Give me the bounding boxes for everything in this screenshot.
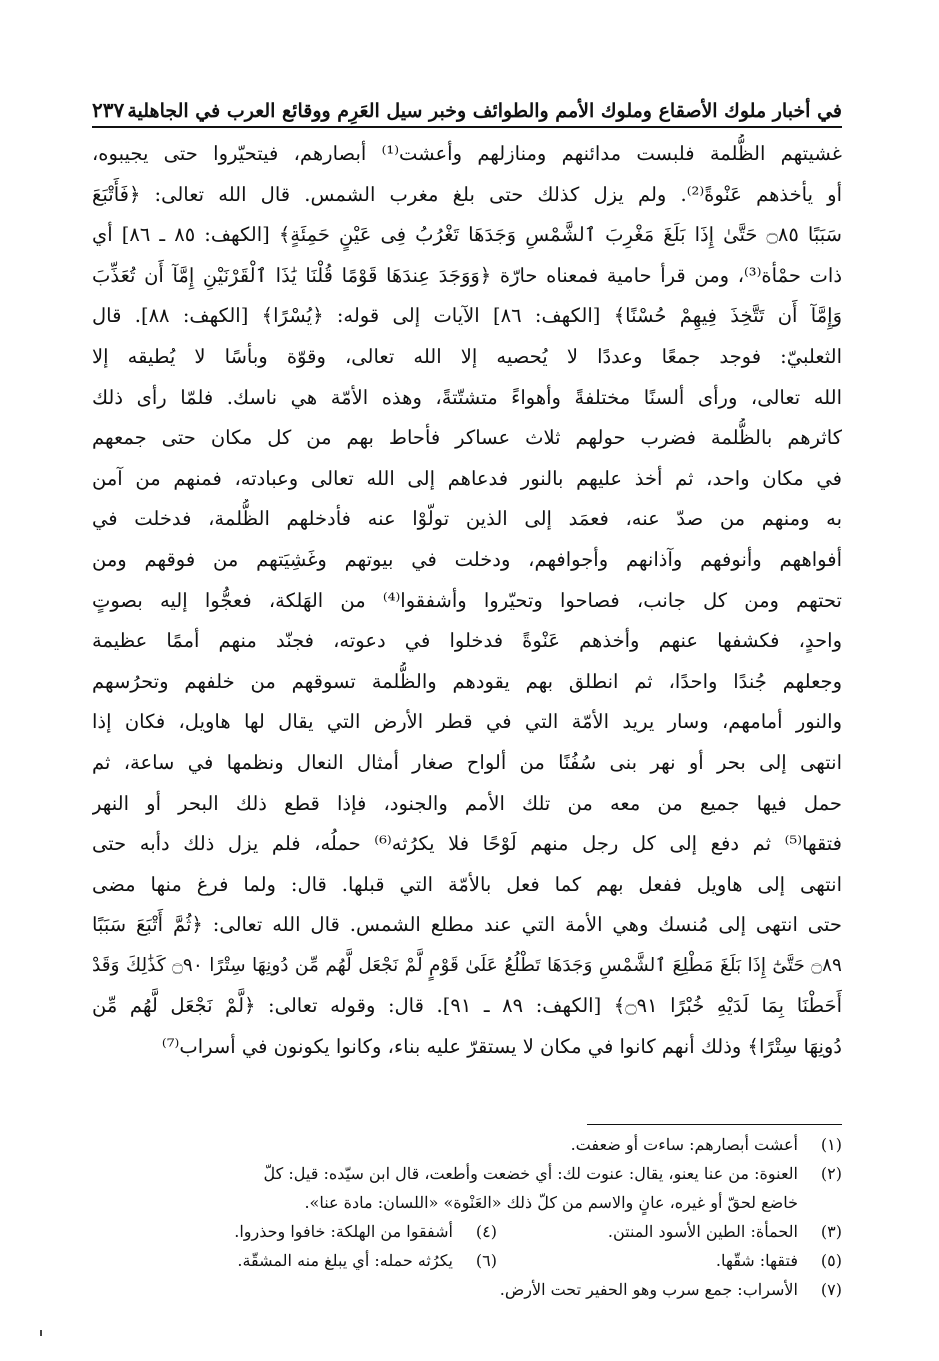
footnote (264, 1159, 842, 1188)
page-number: ٢٣٧ (92, 98, 125, 122)
text-line: الثعلبيّ: فوجد جمعًا وعددًا لا يُحصيه إلا الله تعالى، وقوّة وبأسًا لا يُطيقه إلا (92, 344, 842, 368)
footnote-text: الأسراب: جمع سرب وهو الحفير تحت الأرض. (499, 1280, 798, 1299)
footnote-row (92, 1275, 842, 1304)
footnote (500, 1275, 842, 1304)
footnote-text: الحمأة: الطين الأسود المنتن. (607, 1222, 798, 1241)
footnote-number: (٥) (820, 1251, 842, 1270)
header-title: في أخبار ملوك الأصقاع وملوك الأمم والطوائف وخبر سيل العَرِم ووقائع العرب في الجاهلية (127, 100, 842, 122)
text-line: الله تعالى، ورأى ألسنًا مختلفةً وأهواءً متشتّتةً، وهذه الأمّة هي ناسك. فلمّا رأى ذلك (92, 385, 842, 409)
footnote (497, 1217, 842, 1246)
footnote (234, 1217, 497, 1246)
footnote-text: العنوة: من عنا يعنو، يقال: عنوت لك: أي خضعت وأطعت، قال ابن سيّده: قيل: كلّ (263, 1164, 798, 1183)
footnote-text: يكرُثه حمله: أي يبلغ منه المشقّة. (237, 1251, 453, 1270)
text-line: والنور أمامهم، وسار يريد الأمّة التي في قطر الأرض التي يقال لها هاويل، فكان إذا (92, 710, 842, 734)
text-line: ذات حمْأة⁽³⁾، ومن قرأ حامية فمعناه حارّة ﴿وَوَجَدَ عِندَهَا قَوْمًا قُلْنَا يَٰذَا ٱلْقَرْنَيْنِ إِمَّآ أَن تُعَذِّبَ (92, 263, 842, 287)
text-line: فتقها⁽⁵⁾ ثم دفع إلى كل رجل منهم لَوْحًا فلا يكرُثه⁽⁶⁾ حملُه، فلم يزل ذلك دأبه حتى (92, 832, 842, 856)
footnote-text: أشفقوا من الهلكة: خافوا وحذروا. (234, 1222, 453, 1241)
footnote (497, 1246, 842, 1275)
footnote-number: (١) (820, 1135, 842, 1154)
text-line: سَبَبًا ۝٨٥ حَتَّىٰ إِذَا بَلَغَ مَغْرِبَ ٱلشَّمْسِ وَجَدَهَا تَغْرُبُ فِى عَيْنٍ حَمِئَةٍ﴾ [الكهف: ٨٥ ـ ٨٦] أي (92, 223, 842, 247)
footnote (571, 1130, 842, 1159)
footnote-number: (٤) (475, 1222, 497, 1241)
text-line: كاثرهم بالظُّلمة فضرب حولهم ثلاث عساكر فأحاط بهم من كل مكان حتى جمعهم (92, 426, 842, 450)
footnote-row (92, 1188, 842, 1217)
text-line: انتهى إلى بحر أو نهر بنى سُفُنًا من ألواح صغار أمثال النعال ونظمها في ساعة، ثم (92, 750, 842, 774)
footnote-separator (587, 1124, 842, 1125)
text-line: في مكان واحد، ثم أخذ عليهم بالنور فدعاهم إلى الله تعالى وعبادته، فمنهم من آمن (92, 466, 842, 490)
footnote-row (92, 1217, 842, 1246)
footnote-number: (٦) (475, 1251, 497, 1270)
text-line: ۝٨٩ حَتَّىٰٓ إِذَا بَلَغَ مَطْلِعَ ٱلشَّمْسِ وَجَدَهَا تَطْلُعُ عَلَىٰ قَوْمٍ لَّمْ نَجْعَل لَّهُم مِّن دُونِهَا سِتْرًا ۝٩٠ كَذَٰلِكَ وَقَدْ (92, 954, 842, 976)
footnote-row (92, 1159, 842, 1188)
text-line: انتهى إلى هاويل ففعل بهم كما فعل بالأمّة التي قبلها. قال: ولما فرغ منها مضى (92, 872, 842, 896)
text-line: به ومنهم من صدّ عنه، فعمَد إلى الذين تولّوْا عنه فأدخلهم الظُّلمة، فدخلت في (92, 507, 842, 531)
text-line: أفواههم وأنوفهم وآذانهم وأجوافهم، ودخلت في بيوتهم وغَشِيَتهم من فوقهم ومن (92, 547, 842, 571)
text-line: أَحَطْنَا بِمَا لَدَيْهِ خُبْرًا ۝٩١﴾ [الكهف: ٨٩ ـ ٩١]. قال: وقوله تعالى: ﴿لَّمْ نَجْعَل لَّهُم مِّن (92, 994, 842, 1018)
footnotes (92, 1130, 842, 1304)
main-text (92, 134, 842, 1068)
footnote (237, 1246, 497, 1275)
footnote-number: (٧) (820, 1280, 842, 1299)
scan-mark (40, 1330, 42, 1336)
text-line: تحتهم ومن كل جانب، فصاحوا وتحيّروا وأشفقوا⁽⁴⁾ من الهَلكة، فعجُّوا إليه بصوتٍ (92, 588, 842, 612)
text-line: غشيتهم الظُّلمة فلبست مدائنهم ومنازلهم وأعشت⁽¹⁾ أبصارهم، فيتحيّروا حتى يجيبوه، (92, 142, 842, 165)
footnote-number: (٢) (820, 1164, 842, 1183)
text-line: حمل فيها جميع من معه من تلك الأمم والجنود، فإذا قطع ذلك البحر أو النهر (92, 791, 842, 815)
footnote-number: (٣) (820, 1222, 842, 1241)
footnote-row (92, 1246, 842, 1275)
footnote-text-continued: خاضع لحقّ أو غيره، عانٍ والاسم من كلّ ذلك «العَنْوة» «اللسان: مادة عنا». (304, 1193, 798, 1212)
footnote-row (92, 1130, 842, 1159)
text-line: وَإِمَّآ أَن تَتَّخِذَ فِيهِمْ حُسْنًا﴾ [الكهف: ٨٦] الآيات إلى قوله: ﴿يُسْرًا﴾ [الكهف: ٨٨]. قال (92, 304, 842, 328)
text-line: وجعلهم جُندًا واحدًا، ثم انطلق بهم يقودهم والظُّلمة تسوقهم من خلفهم وتحرُسهم (92, 669, 842, 693)
text-line: واحدٍ، فكشفها عنهم وأخذهم عَنْوةً فدخلوا في دعوته، فجنّد منهم أممًا عظيمة (92, 629, 842, 653)
footnote-text: أعشت أبصارهم: ساءت أو ضعفت. (570, 1135, 798, 1154)
footnote-text: فتقها: شقّها. (715, 1251, 798, 1270)
text-line: دُونِهَا سِتْرًا﴾ وذلك أنهم كانوا في مكان لا يستقرّ عليه بناء، وكانوا يكونون في أسراب⁽⁷⁾ (161, 1035, 842, 1059)
text-line: حتى انتهى إلى مُنسك وهي الأمة التي عند مطلع الشمس. قال الله تعالى: ﴿ثُمَّ أَتْبَعَ سَبَبًا (92, 913, 842, 937)
text-line: أو يأخذهم عَنْوةً⁽²⁾. ولم يزل كذلك حتى بلغ مغرب الشمس. قال الله تعالى: ﴿فَأَتْبَعَ (92, 182, 842, 206)
running-header (92, 88, 842, 128)
